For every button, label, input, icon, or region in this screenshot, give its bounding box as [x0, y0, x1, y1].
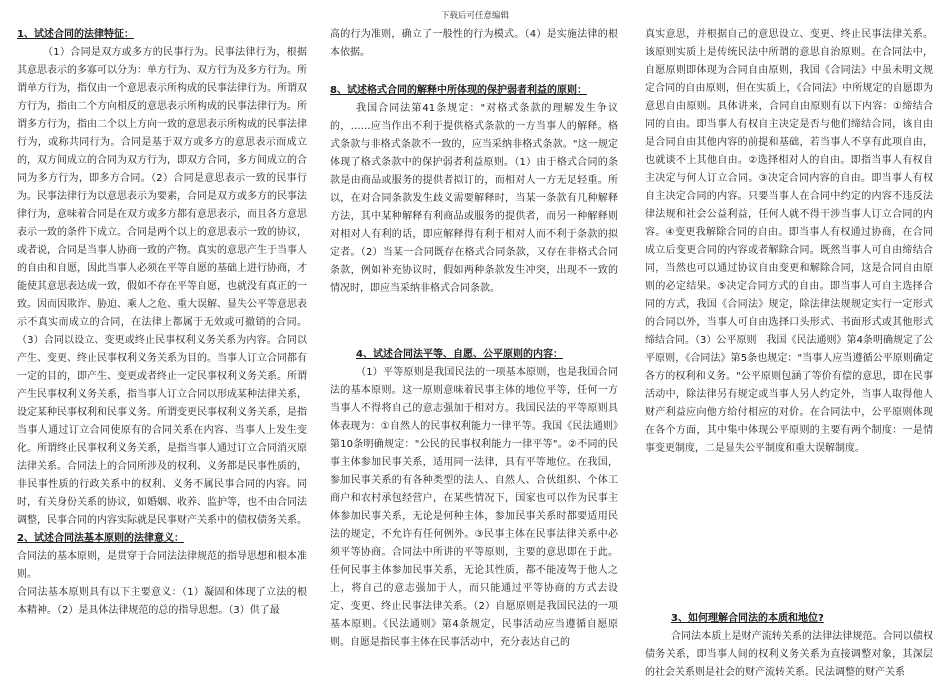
column-right — [645, 26, 933, 678]
section-body-2-paragraph-2: 合同法基本原则具有以下主要意义：（1）凝固和体现了立法的根本精神。（2）是具体法律规范的总的指导思想。（3）供了最 — [17, 587, 307, 616]
column-left — [17, 26, 307, 666]
spacer — [645, 458, 933, 610]
section-heading-8: 8、试述格式合同的解释中所体现的保护弱者利益的原则： — [330, 85, 587, 96]
section-body-4: （1）平等原则是我国民法的一项基本原则，也是我国合同法的基本原则。这一原则意味着民事主体的地位平等，任何一方当事人不得将自己的意志强加于相对方。我国民法的平等原则具体表现为：①自然人的民事权利能力一律平等。我国《民法通则》第10条明确规定："公民的民事权利能力一律平等"。②不同的民事主体参加民事关系，适用同一法律，具有平等地位。在我国，参加民事关系的有各种类型的法人、自然人、合伙组织、个体工商户和农村承包经营户，在某些情况下，国家也可以作为民事主体参加民事关系，无论是何种主体，参加民事关系时都要适用民法的规定，不允许有任何例外。③民事主体在民事法律关系中必须平等协商。合同法中所讲的平等原则，主要的意思即在于此。任何民事主体参加民事关系，无论其性质，都不能凌驾于他人之上，将自己的意志强加于人，而只能通过平等协商的方式去设定、变更、终止民事法律关系。（2）自愿原则是我国民法的一项基本原则。《民法通则》第4条规定，民事活动应当遵循自愿原则。自愿是指民事主体在民事活动中，充分表达自己的 — [330, 367, 618, 648]
section-heading-3: 3、如何理解合同法的本质和地位? — [671, 613, 824, 624]
spacer — [330, 298, 618, 346]
section-heading-4: 4、试述合同法平等、自愿、公平原则的内容： — [356, 349, 563, 360]
section-body-2-paragraph-1: 合同法的基本原则，是贯穿于合同法法律规范的指导思想和根本准则。 — [17, 551, 307, 580]
section-heading-1: 1、试述合同的法律特征： — [17, 29, 134, 40]
column-middle — [330, 26, 618, 666]
section-body-2-continued: 高的行为准则，确立了一般性的行为模式。（4）是实施法律的根本依据。 — [330, 29, 618, 58]
page-header: 下载后可任意编辑 — [440, 11, 509, 21]
section-heading-2: 2、试述合同法基本原则的法律意义： — [17, 533, 184, 544]
section-body-4-continued: 真实意思，并根据自己的意思设立、变更、终止民事法律关系。该原则实质上是传统民法中所谓的意思自治原则。在合同法中，自愿原则即体现为合同自由原则，我国《合同法》中虽未明文规定合同的自由原则，但在实质上，《合同法》中所规定的自愿即为意思自由原则。具体讲来，合同自由原则有以下内容：①缔结合同的自由。即当事人有权自主决定是否与他们缔结合同，该自由是合同自由其他内容的前提和基础，若当事人不享有此项自由，也就谈不上其他自由。②选择相对人的自由。即指当事人有权自主决定与何人订立合同。③决定合同内容的自由。即当事人有权自主决定合同的内容。只要当事人在合同中约定的内容不违反法律法规和社会公益利益，任何人就不得干涉当事人订立合同的内容。④变更我解除合同的自由。即当事人有权通过协商，在合同成立后变更合同的内容或者解除合同。既然当事人可自由缔结合同，当然也可以通过协议自由变更和解除合同，这是合同自由原则的必定结果。⑤决定合同方式的自由。即当事人可自主选择合同的方式，我国《合同法》规定，除法律法规规定实行一定形式的合同以外，当事人可自由选择口头形式、书面形式或其他形式缔结合同。（3）公平原则 我国《民法通则》第4条明确规定了公平原则，《合同法》第5条也规定："当事人应当遵循公平原则确定各方的权利和义务。"公平原则包涵了等价有偿的意思，即在民事活动中，除法律另有规定或当事人另人约定外，当事人取得他人财产利益应向他方给付相应的对价。在合同法中，公平原则体现在各个方面，其中集中体现公平原则的主要有两个制度：一是情事变更制度，二是显失公平制度和重大误解制度。 — [645, 29, 933, 454]
section-body-8: 我国合同法第41条规定："对格式条款的理解发生争议的，……应当作出不利于提供格式条款的一方当事人的解释。格式条款与非格式条款不一致的，应当采纳非格式条款。"这一规定体现了格式条款中的保护弱者利益原则。（1）由于格式合同的条款是由商品或服务的提供者拟订的，而相对人一方无足轻重。所以，在对合同条款发生歧义需要解释时，当某一条款有几种解释方法，其中某种解释有利商品或服务的提供者，而另一种解释则对相对人有利的话，即应解释得有利于相对人而不利于条款的拟定者。（2）当某一合同既存在格式合同条款，又存在非格式合同条款，例如补充协议时，假如两种条款发生冲突，出现不一致的情况时，即应当采纳非格式合同条款。 — [330, 103, 618, 294]
section-body-1: （1）合同是双方或多方的民事行为。民事法律行为，根据其意思表示的多寡可以分为：单方行为、双方行为及多方行为。所谓单方行为，指仅由一个意思表示所构成的民事法律行为。所谓双方行为，指由二个方向相反的意思表示所构成的民事法律行为。所谓多方行为，指由二个以上方向一致的意思表示所构成的民事法律行为，或称共同行为。合同是基于双方或多方的意思表示而成立的，双方间成立的合同为双方行为，即双方合同，多方间成立的合同为多方行为，即多方合同。（2）合同是意思表示一致的民事行为。民事法律行为以意思表示为要素，合同是双方或多方的民事法律行为，意味着合同是在双方或多方都有意思表示，而且各方意思表示一致的条件下成立。合同是两个以上的意思表示一致的协议，或者说，合同是当事人协商一致的产物。真实的意思产生于当事人的自由和自愿，因此当事人必须在平等自愿的基础上进行协商，才能使其意思表达成一致，假如不存在平等自愿，也就没有真正的一致。因而因欺诈、胁迫、乘人之危、重大误解、显失公平等意思表示不真实而成立的合同，在法律上都属于无效或可撤销的合同。（3）合同以设立、变更或终止民事权利义务关系为内容。合同以产生、变更、终止民事权利义务关系为目的。当事人订立合同都有一定的目的，即产生、变更或者终止一定民事权利义务关系。所谓产生民事权利义务关系，指当事人订立合同以形成某种法律关系，设定某种民事权利和民事义务。所谓变更民事权利义务关系，是指当事人通过订立合同使原有的合同关系在内容、当事人上发生变化。所谓终止民事权利义务关系，是指当事人通过订立合同消灭原法律关系。合同法上的合同所涉及的权利、义务都是民事性质的，非民事性质的行政关系中的权利、义务不属民事合同的内容。同时，有关身份关系的协议，如婚姻、收养、监护等，也不由合同法调整，民事合同的内容实际就是民事财产关系中的债权债务关系。 — [17, 47, 307, 526]
spacer — [330, 62, 618, 82]
section-body-3: 合同法本质上是财产流转关系的法律法律规范。合同以债权债务关系，即当事人间的权利义务关系为直接调整对象，其深层的社会关系则是社会的财产流转关系。民法调整的财产关系 — [645, 631, 933, 678]
